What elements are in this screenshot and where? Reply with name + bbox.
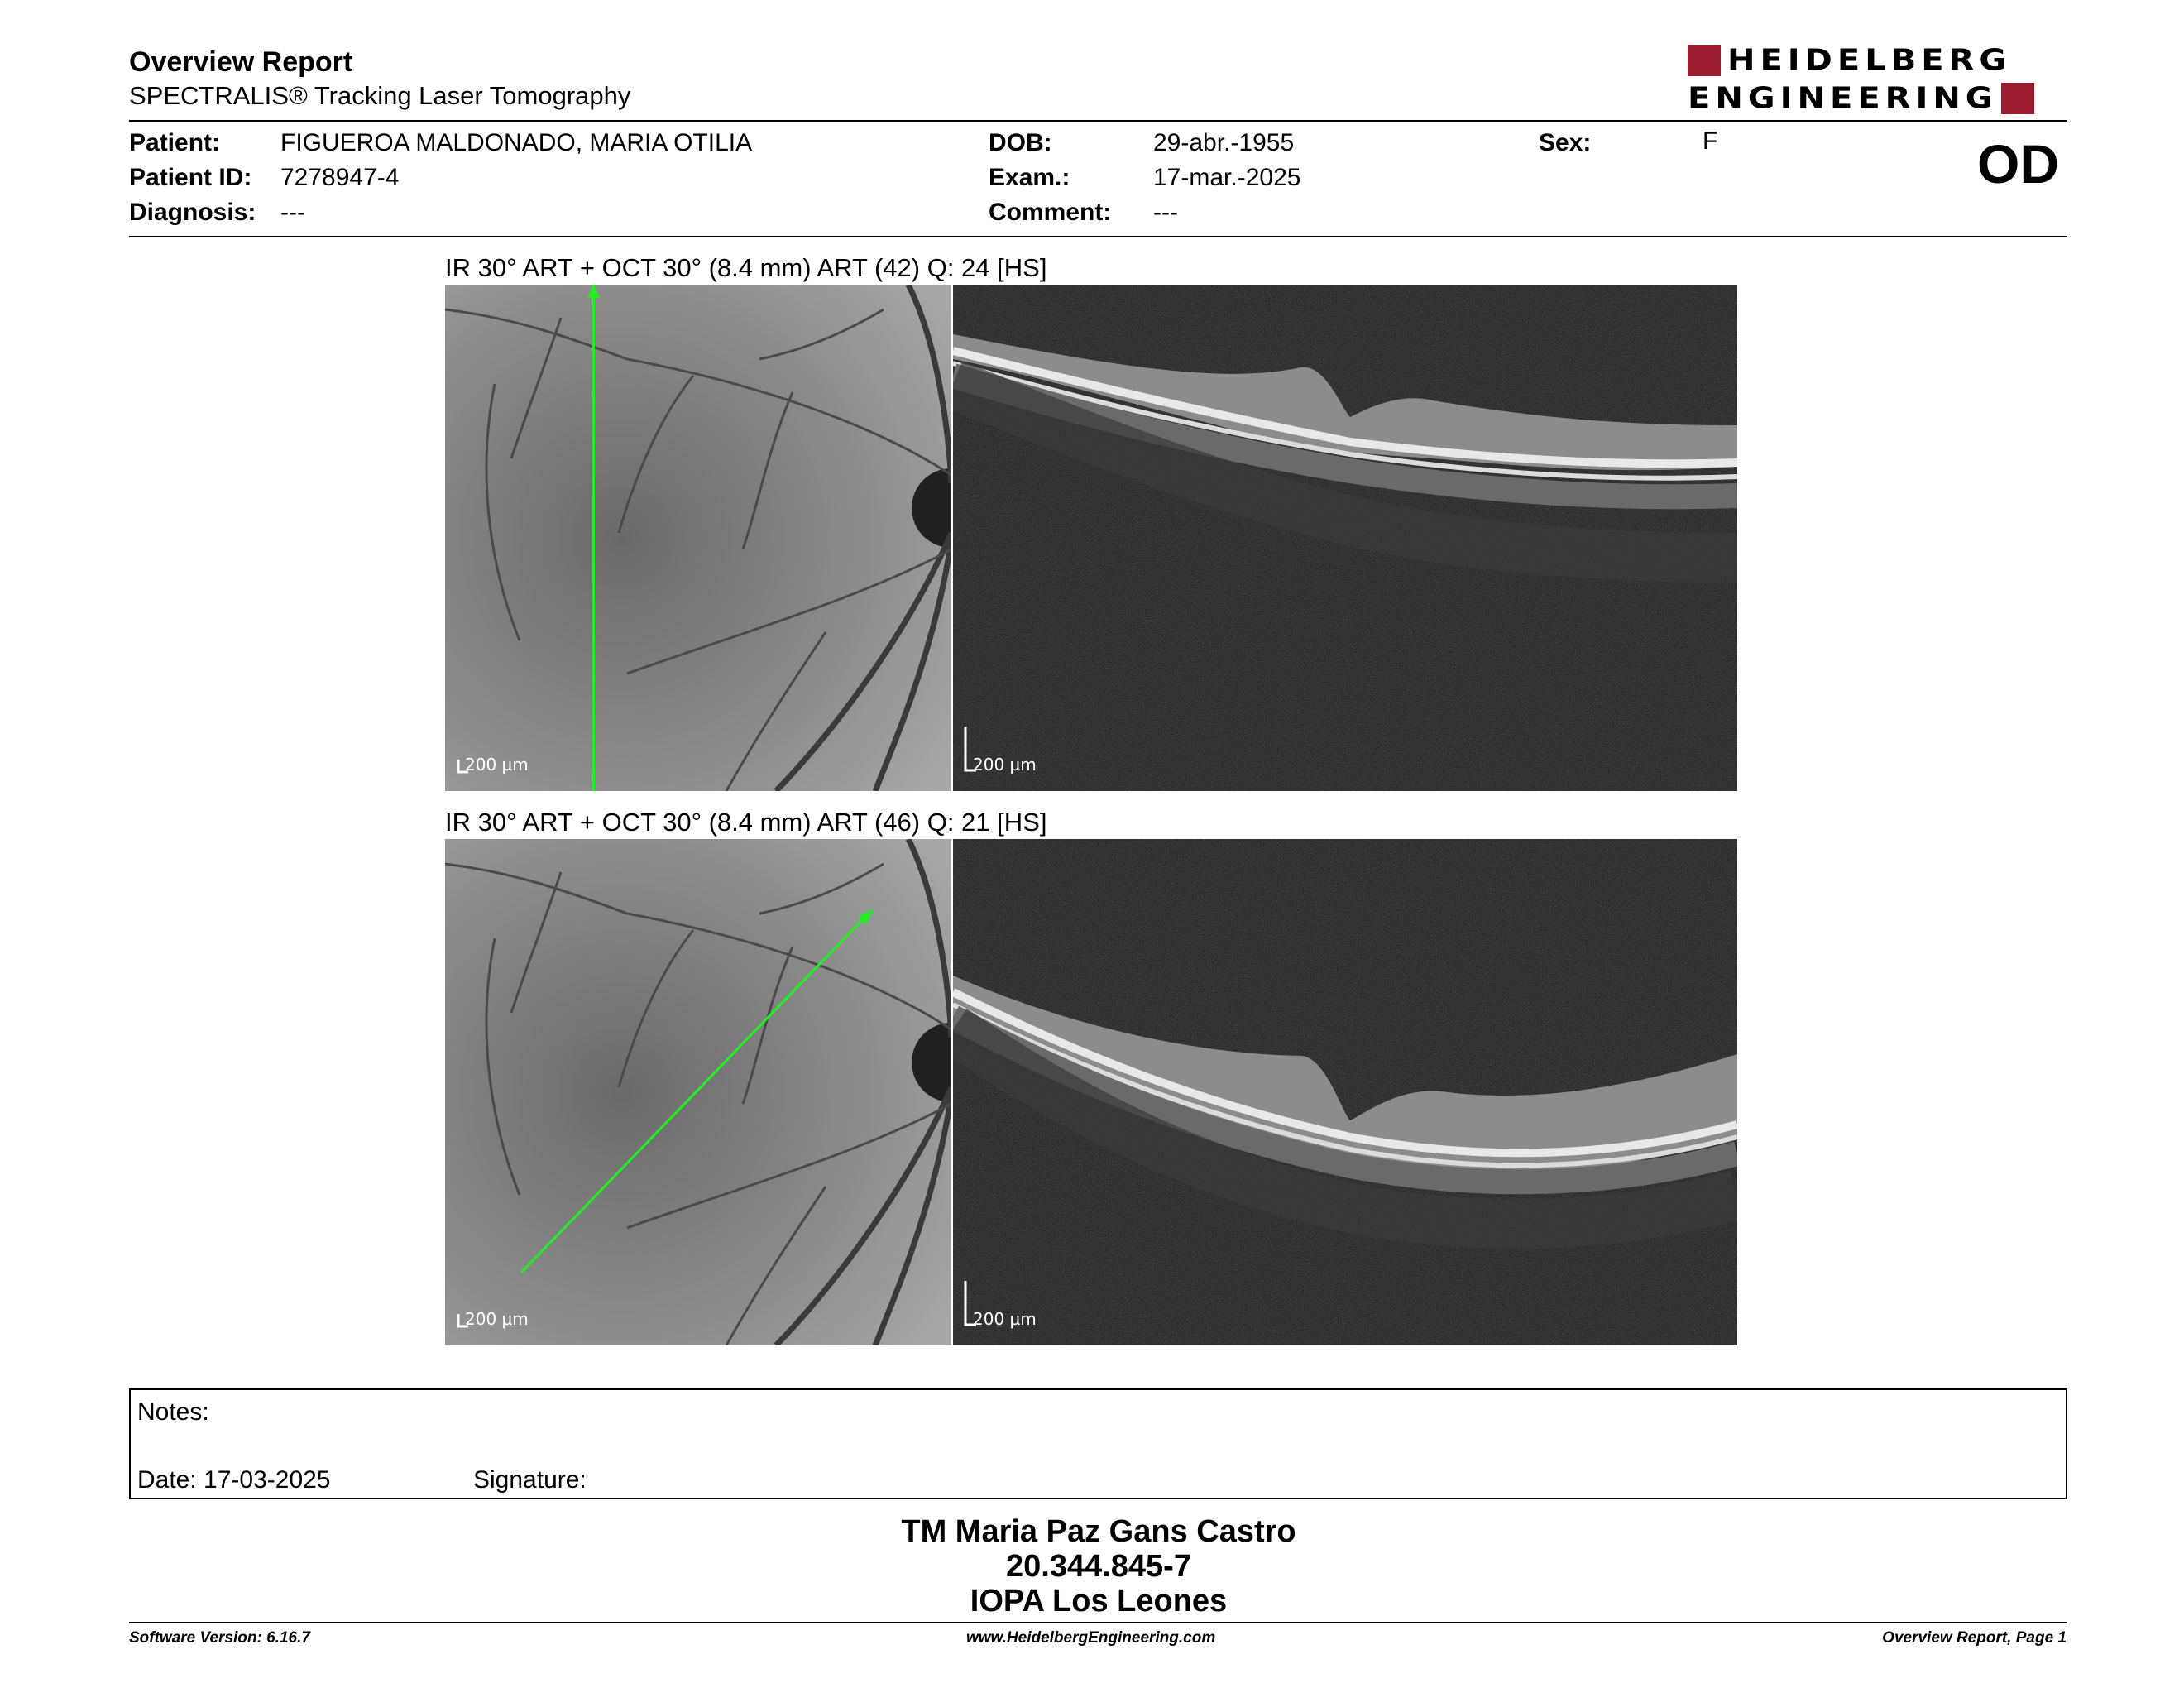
software-version: Software Version: 6.16.7 bbox=[129, 1629, 310, 1647]
oct-bscan-image bbox=[953, 839, 1737, 1345]
oct-scale-label: 200 µm bbox=[973, 755, 1037, 774]
exam-label: Exam.: bbox=[989, 164, 1070, 191]
logo-square-icon bbox=[1688, 45, 1721, 76]
scan-title: IR 30° ART + OCT 30° (8.4 mm) ART (42) Q: 24 [HS] bbox=[445, 253, 1047, 282]
heidelberg-logo bbox=[1688, 43, 2070, 116]
comment-label: Comment: bbox=[989, 199, 1112, 226]
page-number: Overview Report, Page 1 bbox=[1882, 1629, 2067, 1647]
fundus-scale-label: 200 µm bbox=[465, 1309, 529, 1329]
patient-id-value: 7278947-4 bbox=[280, 164, 400, 191]
website-link[interactable]: www.HeidelbergEngineering.com bbox=[966, 1629, 1216, 1647]
scan-line bbox=[592, 285, 595, 791]
patient-id-label: Patient ID: bbox=[129, 164, 252, 191]
dob-label: DOB: bbox=[989, 129, 1052, 156]
footer-rule bbox=[129, 1622, 2067, 1623]
notes-label: Notes: bbox=[137, 1398, 209, 1426]
patient-name: FIGUEROA MALDONADO, MARIA OTILIA bbox=[280, 129, 753, 156]
patient-label: Patient: bbox=[129, 129, 221, 156]
signature-label: Signature: bbox=[473, 1466, 587, 1494]
notes-box bbox=[129, 1388, 2067, 1499]
dob-value: 29-abr.-1955 bbox=[1153, 129, 1295, 156]
logo-square-icon bbox=[2001, 83, 2034, 114]
scan-title: IR 30° ART + OCT 30° (8.4 mm) ART (46) Q: 21 [HS] bbox=[445, 808, 1047, 837]
header-rule bbox=[129, 120, 2067, 122]
comment-value: --- bbox=[1153, 199, 1178, 226]
report-subtitle: SPECTRALIS® Tracking Laser Tomography bbox=[129, 81, 631, 110]
oct-bscan-image bbox=[953, 285, 1737, 791]
logo-line-2: ENGINEERING bbox=[1688, 81, 1998, 116]
diagnosis-value: --- bbox=[280, 199, 305, 226]
diagnosis-label: Diagnosis: bbox=[129, 199, 256, 226]
oct-scale-label: 200 µm bbox=[973, 1309, 1037, 1329]
patient-rule bbox=[129, 236, 2067, 237]
signer-name: TM Maria Paz Gans Castro bbox=[901, 1514, 1296, 1549]
fundus-image bbox=[445, 839, 951, 1345]
exam-value: 17-mar.-2025 bbox=[1153, 164, 1301, 191]
signer-id: 20.344.845-7 bbox=[1006, 1549, 1191, 1584]
report-title: Overview Report bbox=[129, 46, 353, 78]
signer-place: IOPA Los Leones bbox=[970, 1584, 1228, 1618]
fundus-scale-label: 200 µm bbox=[465, 755, 529, 774]
logo-line-1: HEIDELBERG bbox=[1727, 43, 2012, 78]
date-label: Date: 17-03-2025 bbox=[137, 1466, 331, 1494]
sex-value: F bbox=[1703, 127, 1718, 155]
sex-label: Sex: bbox=[1539, 129, 1592, 156]
eye-label: OD bbox=[1977, 133, 2059, 194]
fundus-image bbox=[445, 285, 951, 791]
